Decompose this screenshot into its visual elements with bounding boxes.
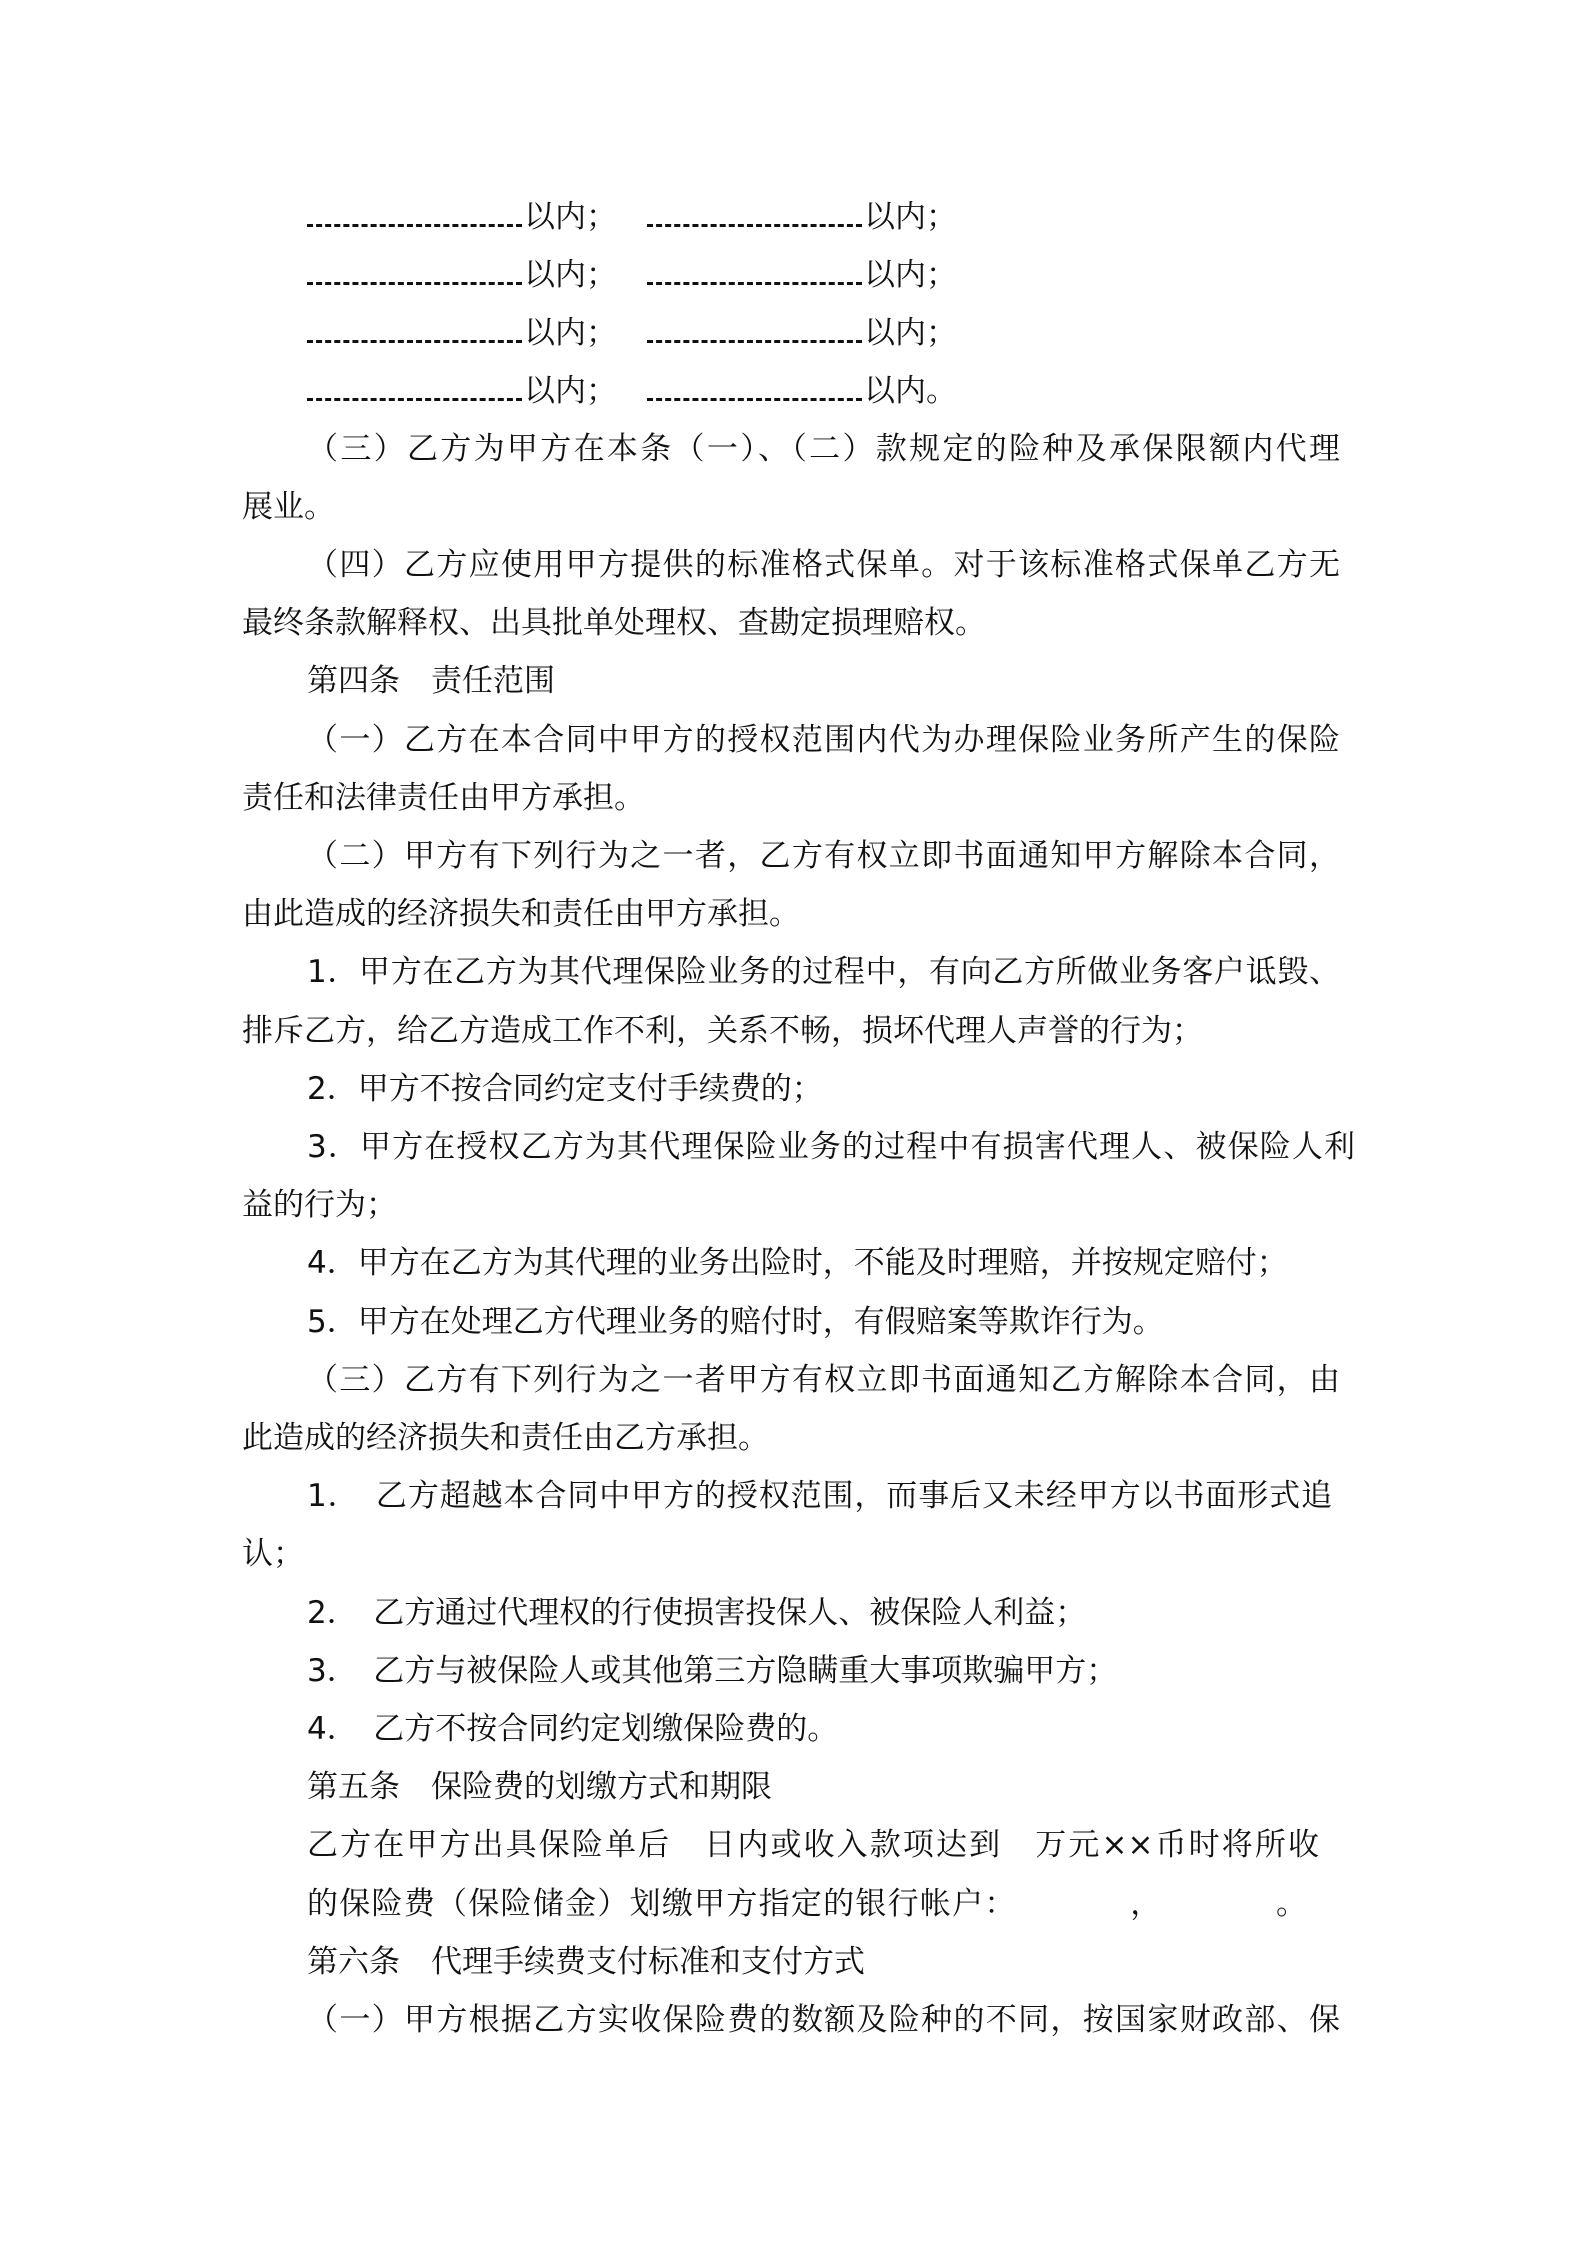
- fill-blank[interactable]: [307, 194, 522, 227]
- fill-blank[interactable]: [647, 252, 862, 285]
- paragraph-line: 的保险费（保险储金）划缴甲方指定的银行帐户： ， 。: [307, 1886, 1307, 1922]
- blank-row: [307, 310, 957, 354]
- paragraph-line: 3． 乙方与被保险人或其他第三方隐瞒重大事项欺骗甲方；: [307, 1653, 1118, 1689]
- fill-blank[interactable]: [307, 368, 522, 401]
- paragraph-line: 5．甲方在处理乙方代理业务的赔付时，有假赔案等欺诈行为。: [307, 1304, 1164, 1340]
- blank-suffix: 以内；: [864, 199, 957, 235]
- paragraph-line: 展业。: [242, 489, 335, 525]
- blank-suffix: 以内。: [864, 373, 957, 409]
- paragraph-line: （一）甲方根据乙方实收保险费的数额及险种的不同，按国家财政部、保: [307, 2002, 1340, 2038]
- fill-blank[interactable]: [647, 368, 862, 401]
- article-heading: 第六条 代理手续费支付标准和支付方式: [307, 1944, 865, 1980]
- blank-suffix: 以内；: [864, 257, 957, 293]
- paragraph-line: （二）甲方有下列行为之一者，乙方有权立即书面通知甲方解除本合同，: [307, 838, 1340, 874]
- paragraph-line: 此造成的经济损失和责任由乙方承担。: [242, 1420, 769, 1456]
- paragraph-line: 责任和法律责任由甲方承担。: [242, 780, 645, 816]
- paragraph-line: （一）乙方在本合同中甲方的授权范围内代为办理保险业务所产生的保险: [307, 722, 1340, 758]
- blank-suffix: 以内；: [524, 373, 617, 409]
- blank-suffix: 以内；: [864, 315, 957, 351]
- blank-suffix: 以内；: [524, 315, 617, 351]
- paragraph-line: 认；: [242, 1536, 304, 1572]
- paragraph-line: 1． 乙方超越本合同中甲方的授权范围，而事后又未经甲方以书面形式追: [307, 1478, 1332, 1514]
- paragraph-line: 2．甲方不按合同约定支付手续费的；: [307, 1071, 823, 1107]
- paragraph-line: （三）乙方有下列行为之一者甲方有权立即书面通知乙方解除本合同，由: [307, 1362, 1340, 1398]
- article-heading: 第四条 责任范围: [307, 663, 555, 699]
- paragraph-line: 乙方在甲方出具保险单后 日内或收入款项达到 万元××币时将所收: [307, 1827, 1319, 1863]
- paragraph-line: 排斥乙方，给乙方造成工作不利，关系不畅，损坏代理人声誉的行为；: [242, 1013, 1203, 1049]
- blank-row: [307, 194, 957, 238]
- paragraph-line: 由此造成的经济损失和责任由甲方承担。: [242, 896, 800, 932]
- blank-row: [307, 252, 957, 296]
- paragraph-line: （三）乙方为甲方在本条（一）、（二）款规定的险种及承保限额内代理: [307, 431, 1340, 467]
- paragraph-line: 益的行为；: [242, 1187, 397, 1223]
- paragraph-line: 4．甲方在乙方为其代理的业务出险时，不能及时理赔，并按规定赔付；: [307, 1245, 1288, 1281]
- fill-blank[interactable]: [647, 310, 862, 343]
- blank-suffix: 以内；: [524, 257, 617, 293]
- fill-blank[interactable]: [307, 310, 522, 343]
- blank-suffix: 以内；: [524, 199, 617, 235]
- article-heading: 第五条 保险费的划缴方式和期限: [307, 1769, 772, 1805]
- paragraph-line: 4． 乙方不按合同约定划缴保险费的。: [307, 1711, 839, 1747]
- paragraph-line: 最终条款解释权、出具批单处理权、查勘定损理赔权。: [242, 605, 986, 641]
- paragraph-line: 1．甲方在乙方为其代理保险业务的过程中，有向乙方所做业务客户诋毁、: [307, 954, 1340, 990]
- paragraph-line: （四）乙方应使用甲方提供的标准格式保单。对于该标准格式保单乙方无: [307, 547, 1340, 583]
- blank-row: [307, 368, 957, 412]
- fill-blank[interactable]: [647, 194, 862, 227]
- paragraph-line: 2． 乙方通过代理权的行使损害投保人、被保险人利益；: [307, 1595, 1087, 1631]
- paragraph-line: 3．甲方在授权乙方为其代理保险业务的过程中有损害代理人、被保险人利: [307, 1129, 1355, 1165]
- fill-blank[interactable]: [307, 252, 522, 285]
